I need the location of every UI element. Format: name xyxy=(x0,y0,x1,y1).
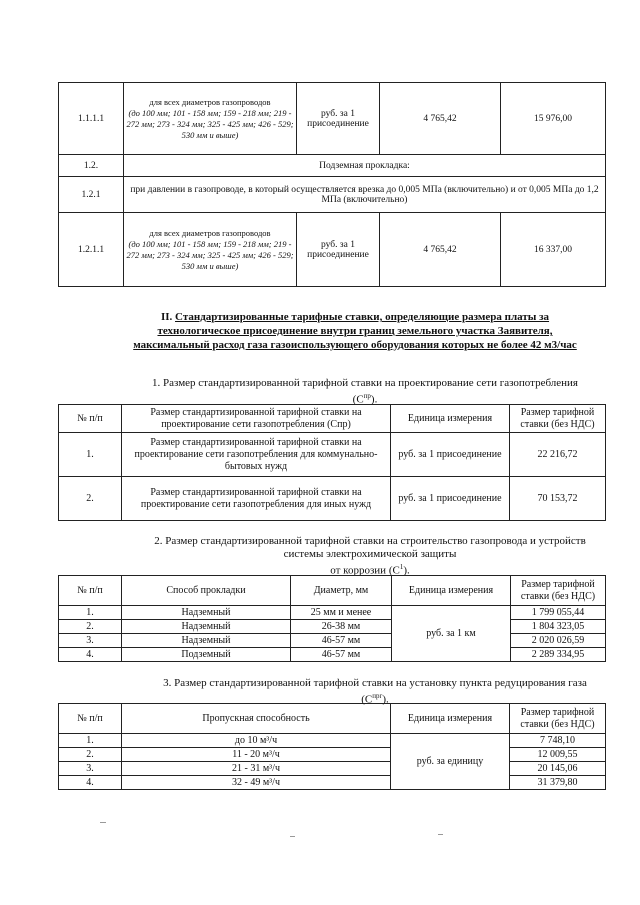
row-price: 70 153,72 xyxy=(510,477,606,521)
row-number: 1. xyxy=(59,433,122,477)
table-row xyxy=(59,477,606,521)
scan-artifact xyxy=(438,834,443,835)
table-row: 2. Надземный 26-38 мм 1 804 323,05 xyxy=(59,620,606,634)
row-number: 1.1.1.1 xyxy=(59,83,124,155)
row-number: 1.2. xyxy=(59,155,124,177)
table-row xyxy=(59,177,606,213)
table-row xyxy=(59,433,606,477)
col-header-capacity: Пропускная способность xyxy=(122,704,391,734)
col-header-num: № п/п xyxy=(59,405,122,433)
col-header-unit: Единица измерения xyxy=(391,704,510,734)
table-row: 1. Надземный 25 мм и менее руб. за 1 км 1 799 055,44 xyxy=(59,606,606,620)
row-price-2: 16 337,00 xyxy=(501,213,606,287)
row-price: 4 765,42 xyxy=(380,83,501,155)
row-name: Размер стандартизированной тарифной ставки на проектирование сети газопотребления для иных нужд xyxy=(122,477,391,521)
row-name: Размер стандартизированной тарифной ставки на проектирование сети газопотребления для коммунально-бытовых нужд xyxy=(122,433,391,477)
table-header-row xyxy=(59,405,606,433)
unit-cell: руб. за единицу xyxy=(391,734,510,790)
table-row: 3. Надземный 46-57 мм 2 020 026,59 xyxy=(59,634,606,648)
scan-artifact xyxy=(290,836,295,837)
table-gas-reduction-rates xyxy=(58,703,606,790)
col-header-price: Размер тарифной ставки (без НДС) xyxy=(510,704,606,734)
row-number: 1.2.1 xyxy=(59,177,124,213)
table-header-row xyxy=(59,576,606,606)
table-row: 4. 32 - 49 м³/ч 31 379,80 xyxy=(59,776,606,790)
table-row xyxy=(59,83,606,155)
table-row: 3. 21 - 31 м³/ч 20 145,06 xyxy=(59,762,606,776)
row-number: 2. xyxy=(59,477,122,521)
row-label: для всех диаметров газопроводов (до 100 мм; 101 - 158 мм; 159 - 218 мм; 219 - 272 мм; 273 - 324 мм; 325 - 425 мм; 426 - 529; 530 мм и выше) xyxy=(124,213,297,287)
row-unit: руб. за 1 присоединение xyxy=(391,477,510,521)
table-design-rates xyxy=(58,404,606,521)
table-connection-continuation xyxy=(58,82,606,287)
col-header-name: Размер стандартизированной тарифной ставки на проектирование сети газопотребления (Спр) xyxy=(122,405,391,433)
col-header-method: Способ прокладки xyxy=(122,576,291,606)
col-header-price: Размер тарифной ставки (без НДС) xyxy=(510,405,606,433)
table-row: 1. до 10 м³/ч руб. за единицу 7 748,10 xyxy=(59,734,606,748)
table-row: 2. 11 - 20 м³/ч 12 009,55 xyxy=(59,748,606,762)
table-caption-construction: 2. Размер стандартизированной тарифной ставки на строительство газопровода и устройств системы электрохимической защиты от коррозии $(С^1)$. xyxy=(154,535,586,577)
row-span-text: Подземная прокладка: xyxy=(124,155,606,177)
row-unit: руб. за 1 присоединение xyxy=(391,433,510,477)
table-header-row xyxy=(59,704,606,734)
col-header-unit: Единица измерения xyxy=(391,405,510,433)
table-row xyxy=(59,213,606,287)
table-row: 4. Подземный 46-57 мм 2 289 334,95 xyxy=(59,648,606,662)
col-header-price: Размер тарифной ставки (без НДС) xyxy=(511,576,606,606)
scan-artifact xyxy=(100,822,106,823)
col-header-unit: Единица измерения xyxy=(392,576,511,606)
row-span-text: при давлении в газопроводе, в который осуществляется врезка до 0,005 МПа (включительно) и от 0,005 МПа до 1,2 МПа (включительно) xyxy=(124,177,606,213)
unit-cell: руб. за 1 км xyxy=(392,606,511,662)
row-number: 1.2.1.1 xyxy=(59,213,124,287)
row-label: для всех диаметров газопроводов (до 100 мм; 101 - 158 мм; 159 - 218 мм; 219 - 272 мм; 273 - 324 мм; 325 - 425 мм; 426 - 529; 530 мм и выше) xyxy=(124,83,297,155)
col-header-num: № п/п xyxy=(59,576,122,606)
row-price: 22 216,72 xyxy=(510,433,606,477)
row-unit: руб. за 1 присоединение xyxy=(297,83,380,155)
section-heading: II. Стандартизированные тарифные ставки, определяющие размера платы за технологическое присоединение внутри границ земельного участка Заявителя, максимальный расход газа газоиспользующего оборудования которых не более 42 м3/час xyxy=(133,311,577,351)
table-caption-gas-reduction: 3. Размер стандартизированной тарифной ставки на установку пункта редуцирования газа $(С^{прг})$. xyxy=(163,677,587,706)
table-row xyxy=(59,155,606,177)
row-price: 4 765,42 xyxy=(380,213,501,287)
row-price-2: 15 976,00 xyxy=(501,83,606,155)
col-header-diameter: Диаметр, мм xyxy=(291,576,392,606)
row-unit: руб. за 1 присоединение xyxy=(297,213,380,287)
table-caption-design: 1. Размер стандартизированной тарифной ставки на проектирование сети газопотребления $(С^{пр})$. xyxy=(152,377,578,406)
table-construction-rates xyxy=(58,575,606,662)
col-header-num: № п/п xyxy=(59,704,122,734)
